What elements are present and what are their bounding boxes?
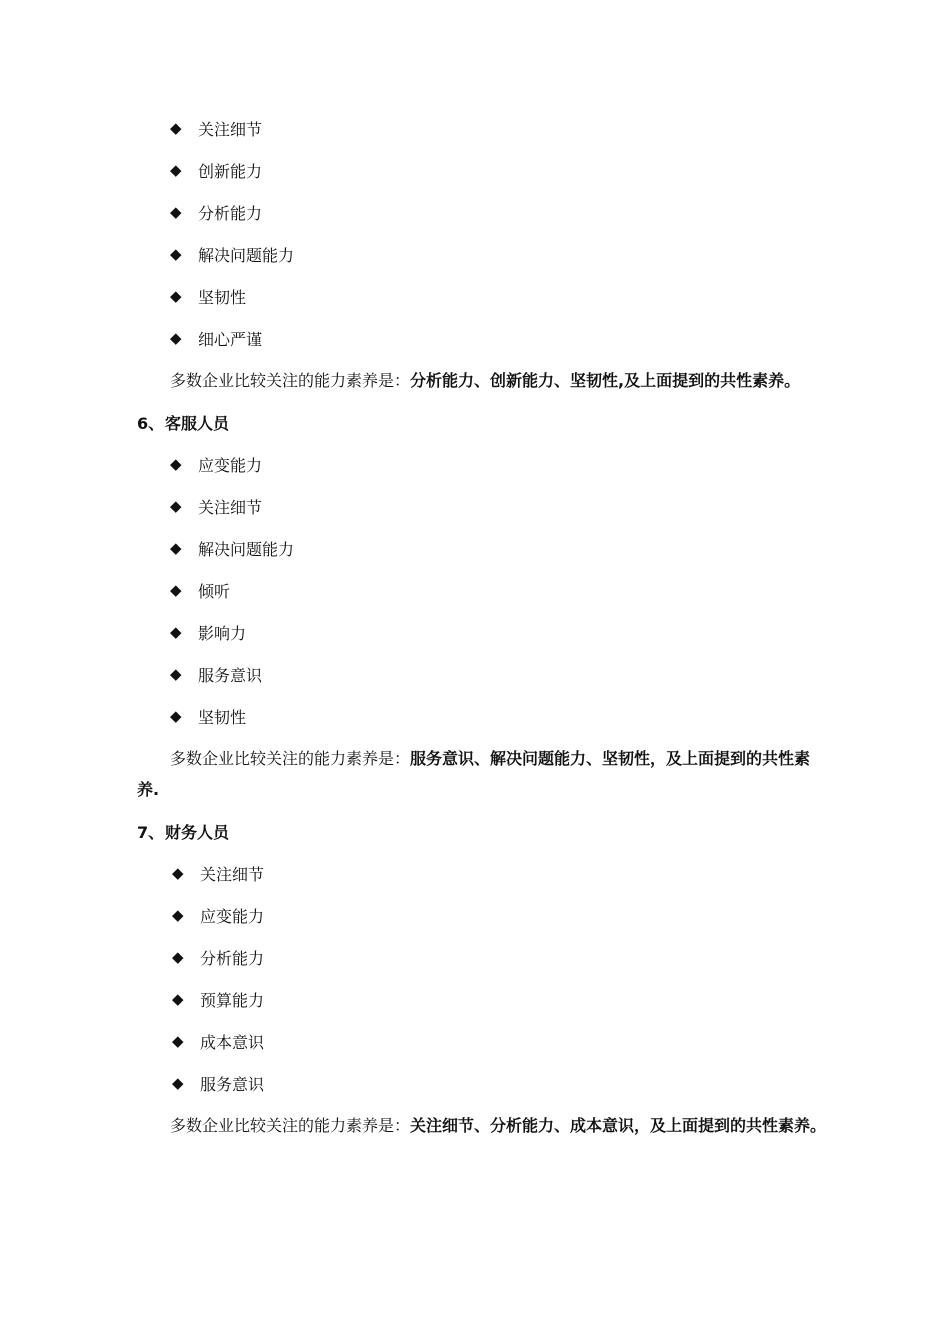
diamond-bullet-icon: ◆ [172, 906, 184, 924]
summary-lead: 多数企业比较关注的能力素养是： [170, 371, 411, 390]
list-item-label: 关注细节 [198, 119, 263, 139]
list-item-label: 分析能力 [198, 203, 263, 223]
list-item [170, 323, 262, 353]
diamond-bullet-icon: ◆ [172, 1074, 184, 1092]
diamond-bullet-icon: ◆ [170, 665, 182, 683]
list-item-label: 创新能力 [198, 161, 263, 181]
diamond-bullet-icon: ◆ [172, 990, 184, 1008]
list-item [172, 900, 264, 930]
section-number: 6、 [137, 414, 165, 433]
list-item [170, 701, 246, 731]
list-item-label: 关注细节 [200, 864, 265, 884]
summary-lead: 多数企业比较关注的能力素养是： [170, 749, 411, 768]
section6-summary [137, 743, 827, 805]
list-item-label: 解决问题能力 [198, 245, 295, 265]
list-item [172, 984, 264, 1014]
diamond-bullet-icon: ◆ [170, 455, 182, 473]
list-item-label: 坚韧性 [198, 287, 247, 307]
diamond-bullet-icon: ◆ [170, 245, 182, 263]
diamond-bullet-icon: ◆ [170, 581, 182, 599]
diamond-bullet-icon: ◆ [172, 864, 184, 882]
diamond-bullet-icon: ◆ [170, 539, 182, 557]
list-item-label: 服务意识 [200, 1074, 265, 1094]
section5-summary [137, 365, 827, 396]
section-number: 7、 [137, 823, 165, 842]
list-item [170, 239, 294, 269]
summary-highlight: 服务意识、解决问题能力、坚韧性，及上面提到的共性素养. [137, 749, 811, 799]
diamond-bullet-icon: ◆ [170, 287, 182, 305]
diamond-bullet-icon: ◆ [170, 707, 182, 725]
list-item [170, 491, 262, 521]
diamond-bullet-icon: ◆ [170, 119, 182, 137]
list-item [170, 281, 246, 311]
diamond-bullet-icon: ◆ [170, 329, 182, 347]
list-item [170, 155, 262, 185]
diamond-bullet-icon: ◆ [170, 497, 182, 515]
diamond-bullet-icon: ◆ [172, 948, 184, 966]
list-item-label: 影响力 [198, 623, 247, 643]
list-item [172, 1068, 264, 1098]
list-item-label: 成本意识 [200, 1032, 265, 1052]
section6-heading [137, 411, 229, 434]
list-item-label: 解决问题能力 [198, 539, 295, 559]
list-item-label: 预算能力 [200, 990, 265, 1010]
list-item-label: 坚韧性 [198, 707, 247, 727]
list-item [170, 617, 246, 647]
list-item-label: 应变能力 [200, 906, 265, 926]
section-title: 财务人员 [165, 823, 230, 842]
list-item-label: 分析能力 [200, 948, 265, 968]
list-item [172, 858, 264, 888]
diamond-bullet-icon: ◆ [170, 161, 182, 179]
summary-highlight: 关注细节、分析能力、成本意识，及上面提到的共性素养。 [410, 1116, 827, 1135]
section7-summary [137, 1110, 827, 1141]
list-item [170, 533, 294, 563]
list-item [172, 1026, 264, 1056]
list-item-label: 关注细节 [198, 497, 263, 517]
list-item-label: 细心严谨 [198, 329, 263, 349]
list-item [172, 942, 264, 972]
list-item-label: 倾听 [198, 581, 231, 601]
list-item-label: 服务意识 [198, 665, 263, 685]
section-title: 客服人员 [165, 414, 230, 433]
summary-lead: 多数企业比较关注的能力素养是： [170, 1116, 411, 1135]
list-item-label: 应变能力 [198, 455, 263, 475]
diamond-bullet-icon: ◆ [170, 623, 182, 641]
list-item [170, 449, 262, 479]
diamond-bullet-icon: ◆ [172, 1032, 184, 1050]
diamond-bullet-icon: ◆ [170, 203, 182, 221]
list-item [170, 113, 262, 143]
list-item [170, 197, 262, 227]
list-item [170, 575, 230, 605]
section7-heading [137, 820, 229, 843]
list-item [170, 659, 262, 689]
summary-highlight: 分析能力、创新能力、坚韧性,及上面提到的共性素养。 [410, 371, 801, 390]
